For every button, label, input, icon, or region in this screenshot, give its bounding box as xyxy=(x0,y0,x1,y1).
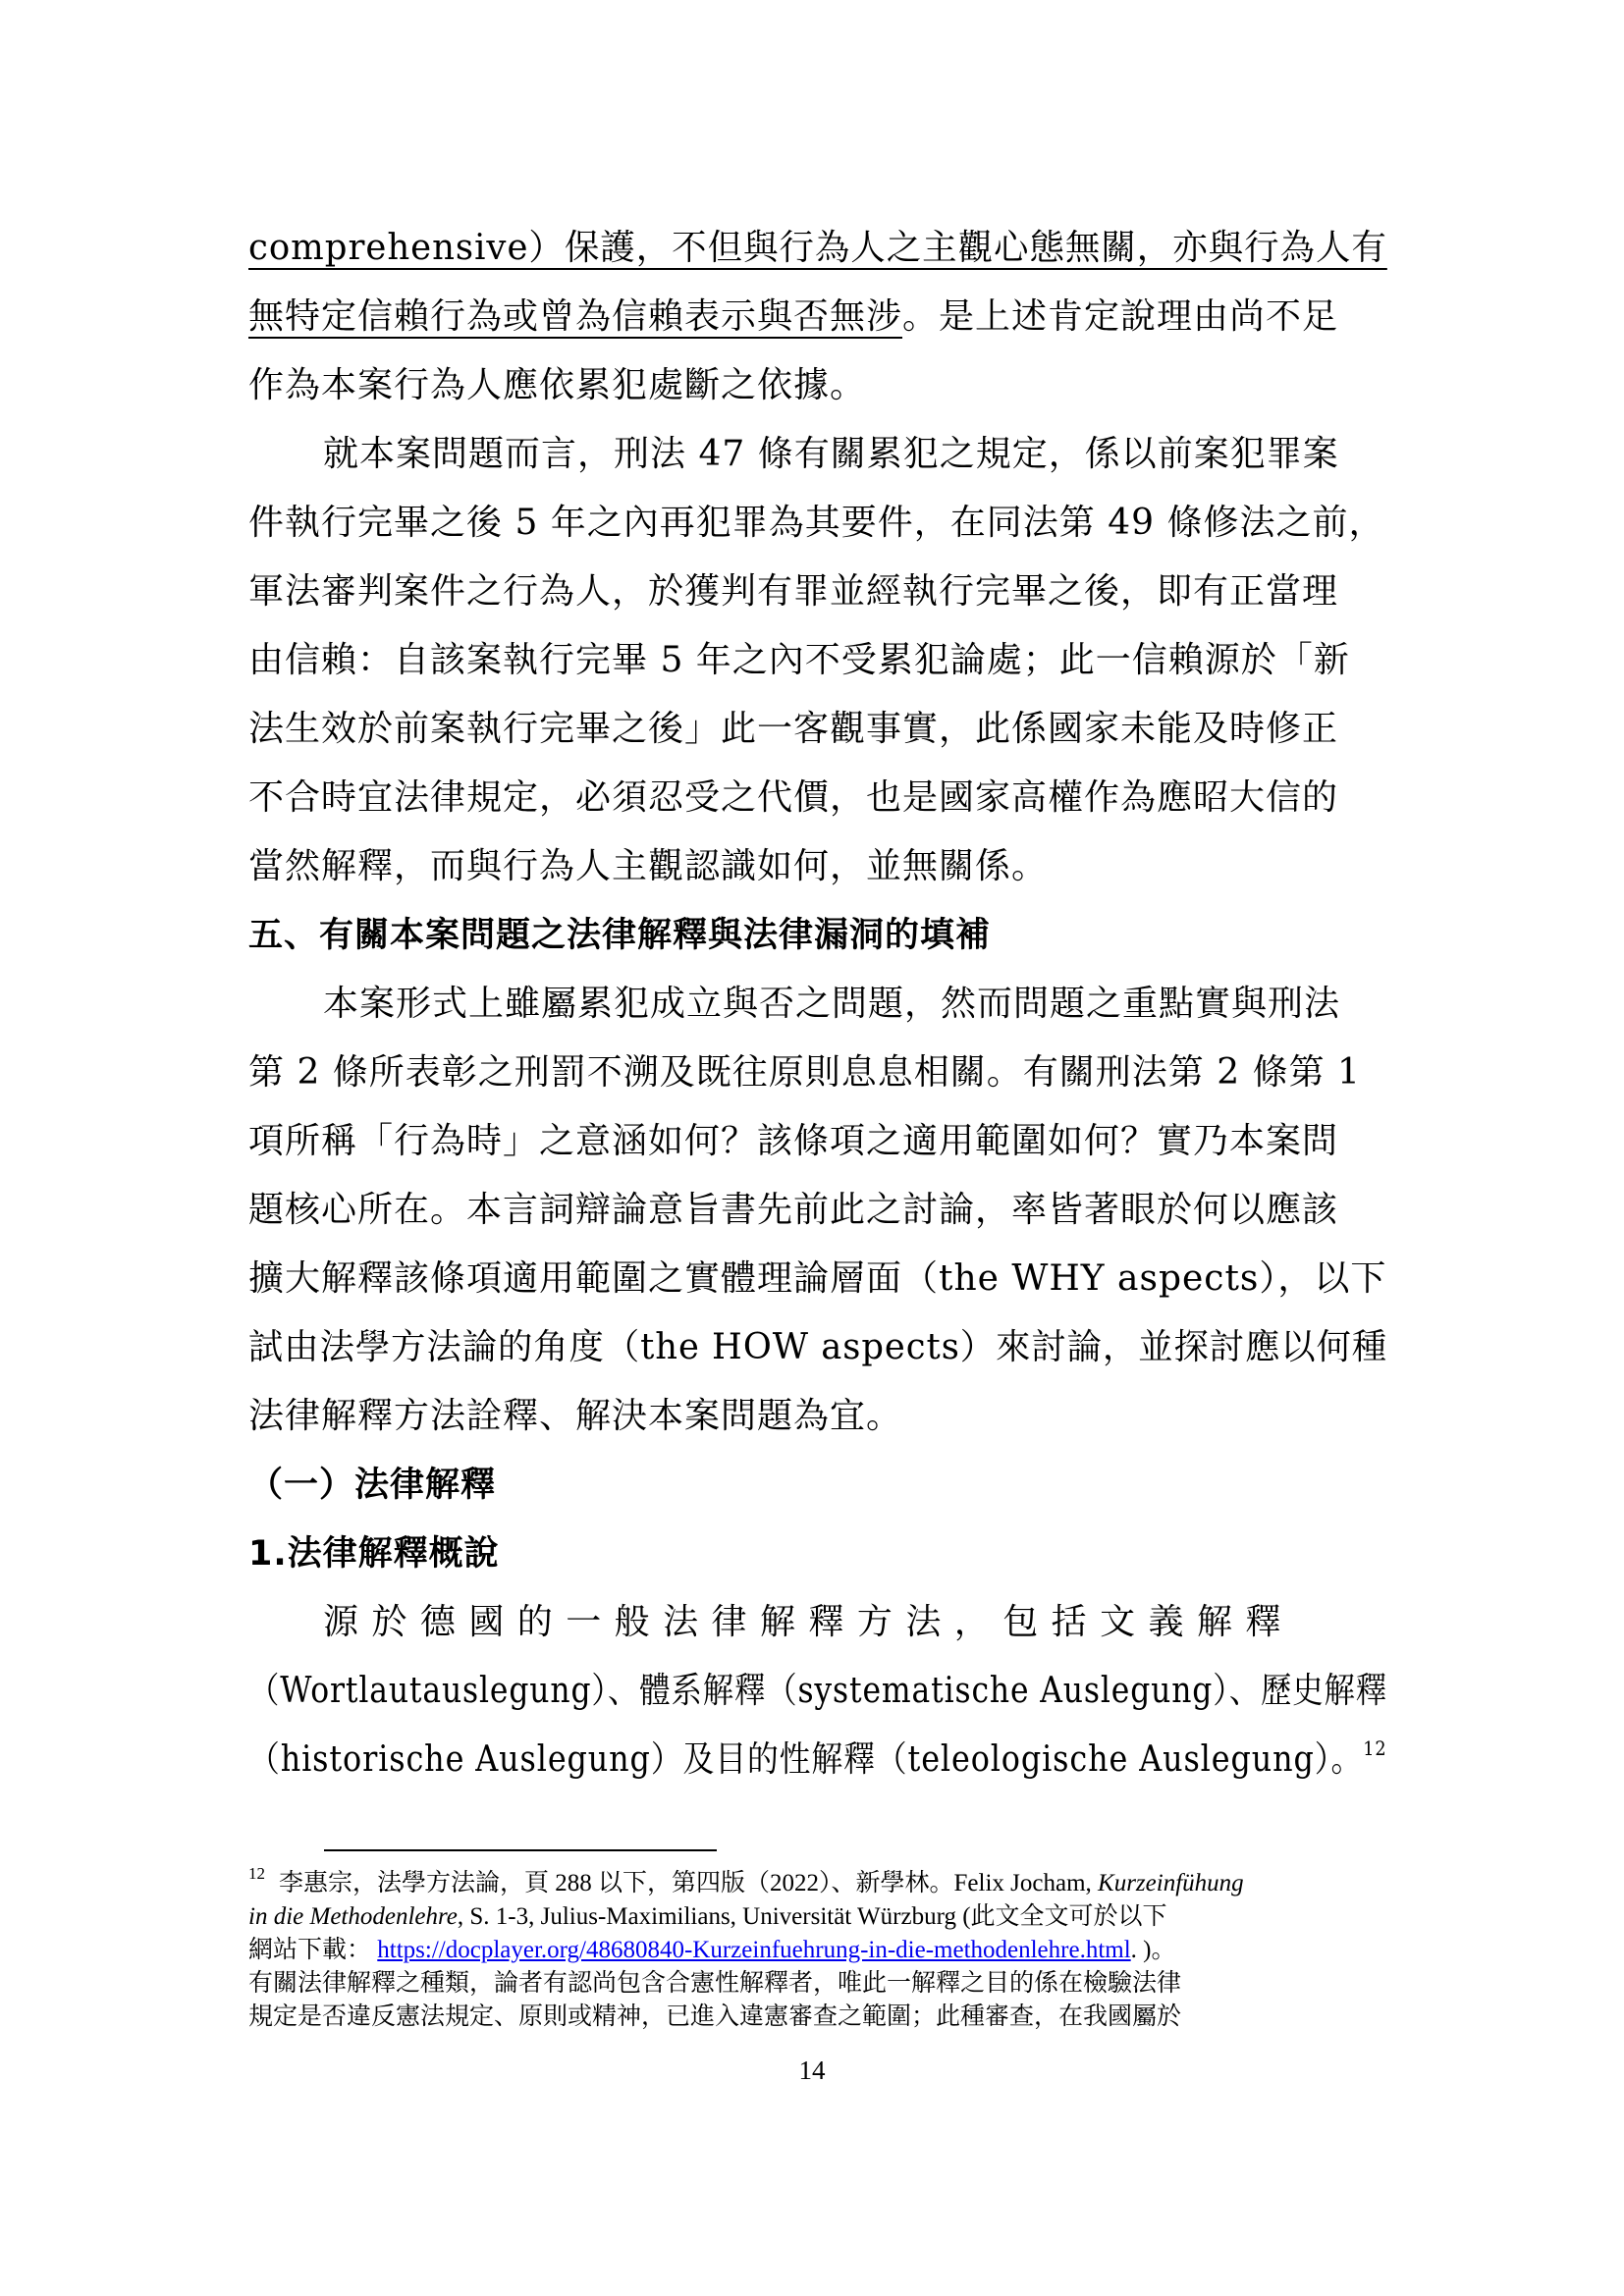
paragraph-text: （historische Auslegung）及目的性解釋（teleologische Auslegung）。 xyxy=(248,1739,1364,1780)
subsubsection-heading: 1.法律解釋概說 xyxy=(248,1534,500,1574)
footnote-title-italic: Kurzeinfühung xyxy=(1098,1870,1244,1896)
footnote-text: 李惠宗，法學方法論，頁 288 以下，第四版（2022）、新學林。Felix Jocham, xyxy=(279,1870,1099,1896)
subsection-heading: （一）法律解釋 xyxy=(248,1466,497,1505)
footnote-line: 有關法律解釋之種類，論者有認尚包含合憲性解釋者，唯此一解釋之目的係在檢驗法律 xyxy=(248,1970,1182,1997)
paragraph-line: 法律解釋方法詮釋、解決本案問題為宜。 xyxy=(248,1396,903,1436)
paragraph-line: 題核心所在。本言詞辯論意旨書先前此之討論，率皆著眼於何以應該 xyxy=(248,1190,1339,1230)
body-text xyxy=(248,214,1387,1794)
paragraph-text: 。是上述肯定說理由尚不足 xyxy=(902,296,1339,337)
paragraph-line: 擴大解釋該條項適用範圍之實體理論層面（the WHY aspects），以下 xyxy=(248,1258,1387,1299)
paragraph-line: 源 於 德 國 的 一 般 法 律 解 釋 方 法 ， 包 括 文 義 解 釋 xyxy=(323,1602,1282,1642)
paragraph-line: 當然解釋，而與行為人主觀認識如何，並無關係。 xyxy=(248,846,1049,886)
paragraph-line: 試由法學方法論的角度（the HOW aspects）來討論，並探討應以何種 xyxy=(248,1327,1388,1367)
footnote-reference[interactable]: 12 xyxy=(1363,1736,1387,1760)
footnote-separator xyxy=(324,1849,717,1851)
section-heading: 五、有關本案問題之法律解釋與法律漏洞的填補 xyxy=(248,916,992,955)
page-number: 14 xyxy=(798,2056,826,2085)
paragraph-line: 不合時宜法律規定，必須忍受之代價，也是國家高權作為應昭大信的 xyxy=(248,777,1339,818)
paragraph-line: 就本案問題而言，刑法 47 條有關累犯之規定，係以前案犯罪案 xyxy=(323,434,1339,474)
footnote-line xyxy=(248,1934,1387,1967)
footnote xyxy=(248,1864,1387,2034)
paragraph-line: 由信賴：自該案執行完畢 5 年之內不受累犯論處；此一信賴源於「新 xyxy=(248,640,1350,680)
footnote-line: 規定是否違反憲法規定、原則或精神，已進入違憲審查之範圍；此種審查，在我國屬於 xyxy=(248,2003,1182,2030)
paragraph-line: 第 2 條所表彰之刑罰不溯及既往原則息息相關。有關刑法第 2 條第 1 xyxy=(248,1052,1361,1093)
footnote-text: , S. 1-3, Julius-Maximilians, Universität Würzburg (此文全文可於以下 xyxy=(457,1903,1167,1930)
footnote-line xyxy=(248,1900,1387,1934)
paragraph-line: 軍法審判案件之行為人，於獲判有罪並經執行完畢之後，即有正當理 xyxy=(248,571,1339,612)
paragraph-line xyxy=(248,1726,1387,1794)
paragraph-line: 件執行完畢之後 5 年之內再犯罪為其要件，在同法第 49 條修法之前， xyxy=(248,503,1385,543)
paragraph-line xyxy=(248,283,1387,351)
footnote-text: . )。 xyxy=(1130,1937,1176,1963)
paragraph-line: 作為本案行為人應依累犯處斷之依據。 xyxy=(248,365,867,405)
underlined-text: comprehensive）保護，不但與行為人之主觀心態無關，亦與行為人有 xyxy=(248,228,1387,268)
paragraph-line xyxy=(248,214,1387,283)
footnote-title-italic: in die Methodenlehre xyxy=(248,1903,458,1930)
paragraph-line: 本案形式上雖屬累犯成立與否之問題，然而問題之重點實與刑法 xyxy=(323,984,1341,1024)
underlined-text: 無特定信賴行為或曾為信賴表示與否無涉 xyxy=(248,296,903,337)
footnote-line xyxy=(248,1864,1387,1900)
paragraph-line: 項所稱「行為時」之意涵如何？該條項之適用範圍如何？實乃本案問 xyxy=(248,1121,1339,1161)
footnote-number: 12 xyxy=(248,1864,265,1883)
paragraph-line: （Wortlautauslegung）、體系解釋（systematische Auslegung）、歷史解釋 xyxy=(248,1671,1388,1711)
footnote-text: 網站下載： xyxy=(248,1937,372,1963)
paragraph-line: 法生效於前案執行完畢之後」此一客觀事實，此係國家未能及時修正 xyxy=(248,709,1339,749)
footnote-link[interactable]: https://docplayer.org/48680840-Kurzeinfuehrung-in-die-methodenlehre.html xyxy=(377,1937,1131,1963)
